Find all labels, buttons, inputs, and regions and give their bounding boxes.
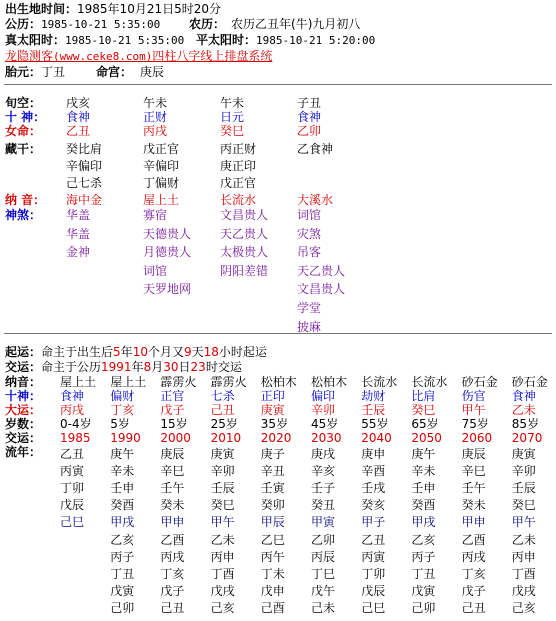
liunian-cell: 己卯 — [110, 600, 135, 615]
liunian-cell: 乙巳 — [260, 532, 285, 547]
year-cell: 2060 — [461, 431, 493, 445]
liunian-cell: 癸亥 — [361, 498, 386, 513]
liunian-cell: 癸酉 — [411, 498, 436, 513]
liunian-cell: 庚寅 — [210, 447, 235, 461]
liunian-cell: 丁未 — [260, 566, 285, 581]
yun-nayin-cell: 长流水 — [361, 375, 398, 389]
liunian-cell: 乙未 — [210, 532, 235, 547]
year-cell: 1985 — [60, 431, 91, 445]
mean-solar-label: 平太阳时： — [196, 33, 257, 47]
liunian-cell: 庚午 — [411, 447, 436, 461]
shensha-cell: 天德贵人 — [143, 226, 192, 241]
shensha-cell: 月德贵人 — [143, 245, 192, 260]
liunian-cell: 庚午 — [110, 447, 135, 461]
shishen-cell: 食神 — [66, 110, 91, 124]
shensha-cell: 寡宿 — [143, 208, 168, 222]
site-name[interactable]: 龙隐测客 — [5, 49, 54, 63]
liunian-cell: 壬申 — [110, 481, 135, 496]
liunian-cell: 丙申 — [210, 549, 235, 564]
lunar-label: 农历： — [189, 17, 226, 31]
liunian-cell: 庚辰 — [160, 447, 185, 461]
liunian-cell: 辛卯 — [511, 464, 536, 479]
liunian-cell: 戊申 — [260, 583, 285, 598]
nayin-cell: 长流水 — [220, 193, 257, 207]
liunian-cell: 戊戌 — [210, 583, 235, 598]
yun-text-part: 时交运 — [205, 360, 242, 374]
gregorian-value: 1985-10-21 5:35:00 — [41, 18, 161, 31]
suishu-cell: 0-4岁 — [60, 417, 92, 431]
year-cell: 2000 — [160, 431, 191, 445]
yun-text-part: 年 — [131, 360, 144, 374]
dayun-cell: 己丑 — [210, 403, 235, 417]
liunian-cell: 己未 — [311, 600, 336, 615]
canggan-cell: 戊正官 — [220, 176, 257, 190]
liunian-cell: 己亥 — [210, 600, 235, 615]
shishen-label: 十 神： — [5, 110, 46, 124]
divider-mid — [4, 333, 552, 334]
liunian-cell: 癸丑 — [311, 498, 336, 513]
qiyun-label: 起运： — [5, 345, 42, 359]
true-solar-label: 真太阳时： — [5, 33, 66, 47]
xunkong-cell: 午未 — [143, 96, 168, 110]
liunian-cell: 丙辰 — [311, 549, 336, 564]
shensha-cell: 文昌贵人 — [297, 282, 346, 297]
liunian-cell: 戊辰 — [60, 498, 85, 513]
liunian-cell: 癸巳 — [511, 498, 536, 513]
liunian-cell: 丁丑 — [110, 566, 135, 581]
shensha-cell: 灾煞 — [297, 226, 322, 241]
yun-shishen-cell: 比肩 — [411, 389, 436, 403]
suishu-cell: 15岁 — [160, 417, 188, 431]
liunian-cell: 乙卯 — [311, 532, 336, 547]
yun-nayin-cell: 松柏木 — [311, 375, 348, 389]
liunian-cell: 甲申 — [160, 515, 185, 530]
liunian-cell: 戊子 — [461, 583, 486, 598]
xunkong-label: 旬空： — [5, 96, 42, 110]
yun-text-part: 小时起运 — [218, 345, 267, 359]
suishu-cell: 85岁 — [511, 417, 540, 431]
yun-shishen-cell: 偏财 — [110, 389, 135, 403]
liunian-cell: 甲寅 — [311, 515, 336, 530]
site-url[interactable]: (www.ceke8.com) — [53, 50, 153, 63]
gregorian-label: 公历： — [5, 17, 42, 31]
yun-nayin-cell: 砂石金 — [511, 375, 548, 389]
liunian-cell: 戊辰 — [361, 583, 386, 598]
yun-nayin-cell: 屋上土 — [60, 375, 97, 389]
shensha-cell: 吊客 — [297, 245, 322, 260]
yun-shishen-label: 十神： — [5, 389, 42, 403]
canggan-label: 藏干： — [5, 142, 42, 156]
liunian-cell: 庚寅 — [511, 447, 536, 461]
liunian-cell: 己巳 — [60, 515, 85, 530]
liunian-cell: 癸卯 — [260, 498, 285, 513]
yun-shishen-cell: 正印 — [260, 389, 285, 403]
liunian-label: 流年： — [5, 445, 42, 459]
nayin-cell: 海中金 — [66, 193, 103, 207]
liunian-cell: 乙丑 — [361, 532, 386, 547]
shensha-cell: 华盖 — [66, 208, 91, 222]
minggong-line — [96, 65, 164, 80]
liunian-cell: 壬辰 — [210, 481, 235, 496]
shensha-cell: 华盖 — [66, 226, 91, 241]
liunian-cell: 辛丑 — [260, 464, 285, 479]
shensha-cell: 词馆 — [297, 208, 322, 222]
ganzhi-cell: 丙戌 — [143, 124, 168, 138]
liunian-cell: 己酉 — [260, 600, 285, 615]
yun-number: 5 — [113, 345, 121, 359]
yun-nayin-cell: 松柏木 — [260, 375, 297, 389]
liunian-cell: 己丑 — [461, 600, 486, 615]
yun-number: 9 — [183, 345, 192, 359]
dayun-cell: 乙未 — [511, 403, 536, 417]
liunian-cell: 辛巳 — [461, 464, 486, 479]
nvming-label: 女命： — [5, 124, 42, 138]
canggan-cell: 庚正印 — [220, 159, 257, 173]
xunkong-cell: 午未 — [220, 96, 245, 110]
year-cell: 2030 — [311, 431, 342, 445]
yun-nayin-label: 纳音： — [5, 375, 42, 389]
yun-nayin-cell: 霹雳火 — [210, 375, 247, 389]
dayun-cell: 癸巳 — [411, 403, 436, 417]
yun-text-part: 天 — [191, 345, 204, 359]
liunian-cell: 甲午 — [210, 515, 235, 530]
liunian-cell: 丁卯 — [60, 481, 85, 496]
true-solar-line — [5, 33, 184, 48]
dayun-cell: 丁亥 — [110, 403, 135, 417]
yun-nayin-cell: 长流水 — [411, 375, 448, 389]
shensha-cell: 学堂 — [297, 301, 322, 315]
liunian-cell: 癸未 — [461, 498, 486, 513]
liunian-cell: 戊寅 — [110, 583, 135, 598]
liunian-cell: 辛未 — [411, 464, 436, 479]
liunian-cell: 丙寅 — [60, 464, 85, 479]
year-cell: 2050 — [411, 431, 442, 445]
liunian-cell: 丁巳 — [311, 566, 336, 581]
suishu-cell: 45岁 — [311, 417, 339, 431]
liunian-cell: 壬寅 — [260, 481, 285, 496]
liunian-cell: 丙子 — [411, 549, 436, 564]
yun-shishen-cell: 七杀 — [210, 389, 235, 403]
xunkong-cell: 戌亥 — [66, 96, 91, 110]
liunian-cell: 壬申 — [411, 481, 436, 496]
jiaoyun-row-label: 交运： — [5, 431, 42, 445]
yun-shishen-cell: 食神 — [60, 389, 85, 403]
liunian-cell: 庚子 — [260, 447, 285, 461]
yun-text-part: 日 — [178, 360, 191, 374]
shensha-cell: 披麻 — [297, 319, 322, 334]
shensha-cell: 文昌贵人 — [220, 208, 269, 222]
canggan-cell: 辛偏印 — [66, 159, 103, 173]
dayun-cell: 壬辰 — [361, 403, 386, 417]
liunian-cell: 乙未 — [511, 532, 536, 547]
site-link[interactable] — [5, 49, 272, 64]
liunian-cell: 甲戌 — [411, 515, 436, 530]
mean-solar-line — [196, 33, 375, 48]
liunian-cell: 壬子 — [311, 481, 336, 496]
liunian-cell: 己亥 — [511, 600, 536, 615]
year-cell: 2070 — [511, 431, 543, 445]
yun-text-part: 个月又 — [147, 345, 184, 359]
qiyun-text — [41, 345, 267, 359]
mean-solar-value: 1985-10-21 5:20:00 — [256, 34, 376, 47]
jiaoyun-line — [5, 360, 242, 375]
liunian-cell: 丙子 — [110, 549, 135, 564]
liunian-cell: 壬戌 — [361, 481, 386, 496]
year-cell: 2010 — [210, 431, 242, 445]
liunian-cell: 辛亥 — [311, 464, 336, 479]
suishu-cell: 5岁 — [110, 417, 130, 431]
liunian-cell: 乙亥 — [411, 532, 436, 547]
yun-shishen-cell: 伤官 — [461, 389, 486, 403]
liunian-cell: 丙戌 — [160, 549, 185, 564]
liunian-cell: 辛巳 — [160, 464, 185, 479]
dayun-cell: 丙戌 — [60, 403, 85, 417]
liunian-cell: 庚申 — [361, 447, 386, 461]
dayun-cell: 甲午 — [461, 403, 486, 417]
liunian-cell: 癸未 — [160, 498, 185, 513]
lunar-value: 农历乙丑年(牛)九月初八 — [231, 17, 361, 31]
liunian-cell: 丁丑 — [411, 566, 436, 581]
liunian-cell: 甲申 — [461, 515, 486, 530]
liunian-cell: 戊午 — [311, 583, 336, 598]
taiyuan-label: 胎元： — [5, 65, 42, 79]
liunian-cell: 丙戌 — [461, 549, 486, 564]
shensha-cell: 金神 — [66, 245, 91, 260]
yun-nayin-cell: 屋上土 — [110, 375, 147, 389]
taiyuan-value: 丁丑 — [41, 65, 66, 79]
yun-number: 18 — [203, 345, 219, 359]
liunian-cell: 戊子 — [160, 583, 185, 598]
liunian-cell: 乙丑 — [60, 447, 85, 461]
yun-number: 10 — [132, 345, 148, 359]
yun-number: 23 — [190, 360, 206, 374]
dayun-label: 大运： — [5, 403, 42, 417]
shensha-cell: 词馆 — [143, 263, 168, 278]
birth-time-label: 出生地时间： — [5, 2, 78, 16]
qiyun-line — [5, 345, 267, 360]
nayin-cell: 屋上土 — [143, 193, 180, 207]
liunian-cell: 己卯 — [411, 600, 436, 615]
lunar-line — [189, 17, 360, 32]
liunian-cell: 己丑 — [160, 600, 185, 615]
liunian-cell: 庚辰 — [461, 447, 486, 461]
shensha-cell: 天乙贵人 — [220, 226, 269, 241]
liunian-cell: 癸巳 — [210, 498, 235, 513]
yun-text-part: 命主于公历 — [41, 360, 102, 374]
liunian-cell: 癸酉 — [110, 498, 135, 513]
dayun-cell: 戊子 — [160, 403, 185, 417]
shensha-cell: 天罗地网 — [143, 282, 192, 297]
yun-text-part: 月 — [151, 360, 164, 374]
minggong-label: 命宫： — [96, 65, 133, 79]
suishu-cell: 65岁 — [411, 417, 439, 431]
yun-shishen-cell: 正官 — [160, 389, 185, 403]
liunian-cell: 丙午 — [260, 549, 285, 564]
year-cell: 2020 — [260, 431, 292, 445]
shensha-label: 神煞： — [5, 208, 42, 222]
yun-number: 1991 — [101, 360, 132, 374]
shensha-cell: 天乙贵人 — [297, 263, 346, 278]
liunian-cell: 乙酉 — [461, 532, 486, 547]
yun-shishen-cell: 食神 — [511, 389, 536, 403]
year-cell: 2040 — [361, 431, 392, 445]
jiaoyun-label: 交运： — [5, 360, 42, 374]
birth-time-line — [5, 2, 221, 17]
yun-text-part: 年 — [120, 345, 133, 359]
liunian-cell: 甲子 — [361, 515, 386, 530]
taiyuan-line — [5, 65, 65, 80]
liunian-cell: 壬辰 — [511, 481, 536, 496]
liunian-cell: 乙亥 — [110, 532, 135, 547]
liunian-cell: 乙酉 — [160, 532, 185, 547]
shensha-cell: 阴阳差错 — [220, 263, 269, 278]
divider-top — [4, 84, 552, 85]
xunkong-cell: 子丑 — [297, 96, 322, 110]
gregorian-line — [5, 17, 160, 32]
canggan-cell: 癸比肩 — [66, 142, 103, 156]
suishu-cell: 25岁 — [210, 417, 238, 431]
suishu-cell: 75岁 — [461, 417, 489, 431]
jiaoyun-text — [41, 360, 242, 374]
dayun-cell: 庚寅 — [260, 403, 285, 417]
shishen-cell: 正财 — [143, 110, 168, 124]
suishu-cell: 55岁 — [361, 417, 389, 431]
liunian-cell: 丁酉 — [210, 566, 235, 581]
shishen-cell: 食神 — [297, 110, 322, 124]
ganzhi-cell: 癸巳 — [220, 124, 245, 138]
suishu-label: 岁数： — [5, 417, 42, 431]
canggan-cell: 戊正官 — [143, 142, 180, 156]
site-tail[interactable]: 四柱八字线上排盘系统 — [152, 49, 273, 63]
shishen-cell: 日元 — [220, 110, 245, 124]
liunian-cell: 戊寅 — [411, 583, 436, 598]
liunian-cell: 戊戌 — [511, 583, 536, 598]
liunian-cell: 丁亥 — [461, 566, 486, 581]
liunian-cell: 甲辰 — [260, 515, 285, 530]
liunian-cell: 壬午 — [160, 481, 185, 496]
liunian-cell: 辛卯 — [210, 464, 235, 479]
nayin-cell: 大溪水 — [297, 193, 334, 207]
dayun-cell: 辛卯 — [311, 403, 336, 417]
nayin-label: 纳 音： — [5, 193, 46, 207]
liunian-cell: 丁卯 — [361, 566, 386, 581]
liunian-cell: 丙寅 — [361, 549, 386, 564]
yun-number: 30 — [163, 360, 179, 374]
yun-shishen-cell: 偏印 — [311, 389, 336, 403]
year-cell: 1990 — [110, 431, 141, 445]
minggong-value: 庚辰 — [140, 65, 165, 79]
liunian-cell: 丙申 — [511, 549, 536, 564]
liunian-cell: 壬午 — [461, 481, 486, 496]
canggan-cell: 丁偏财 — [143, 176, 180, 190]
yun-nayin-cell: 砂石金 — [461, 375, 498, 389]
canggan-cell: 己七杀 — [66, 176, 103, 190]
liunian-cell: 辛未 — [110, 464, 135, 479]
yun-number: 8 — [143, 360, 152, 374]
birth-time-value: 1985年10月21日5时20分 — [77, 2, 221, 16]
yun-shishen-cell: 劫财 — [361, 389, 386, 403]
shensha-cell: 太极贵人 — [220, 245, 269, 260]
canggan-cell: 乙食神 — [297, 142, 334, 156]
liunian-cell: 甲戌 — [110, 515, 135, 530]
true-solar-value: 1985-10-21 5:35:00 — [65, 34, 185, 47]
liunian-cell: 庚戌 — [311, 447, 336, 461]
canggan-cell: 辛偏印 — [143, 159, 180, 173]
liunian-cell: 丁酉 — [511, 566, 536, 581]
liunian-cell: 丁亥 — [160, 566, 185, 581]
yun-nayin-cell: 霹雳火 — [160, 375, 197, 389]
liunian-cell: 辛酉 — [361, 464, 386, 479]
canggan-cell: 丙正财 — [220, 142, 257, 156]
ganzhi-cell: 乙卯 — [297, 124, 322, 138]
ganzhi-cell: 乙丑 — [66, 124, 91, 138]
liunian-cell: 甲午 — [511, 515, 536, 530]
liunian-cell: 己巳 — [361, 600, 386, 615]
yun-text-part: 命主于出生后 — [41, 345, 114, 359]
suishu-cell: 35岁 — [260, 417, 289, 431]
